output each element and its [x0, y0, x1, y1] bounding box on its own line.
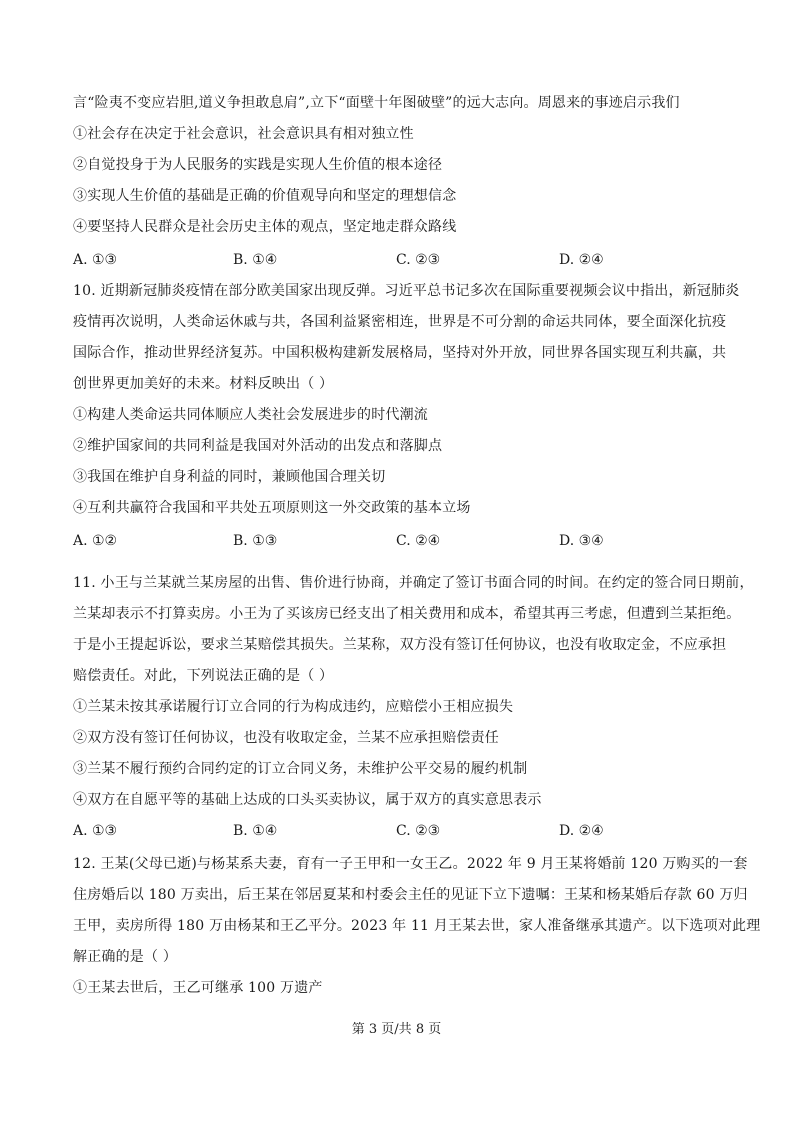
q11-option-d: D. ②④: [559, 823, 604, 839]
q10-option-c: C. ②④: [396, 533, 441, 549]
q12-stem-line-1: 12. 王某(父母已逝)与杨某系夫妻，育有一子王甲和一女王乙。2022 年 9 月王某将婚前 120 万购买的一套: [73, 856, 748, 872]
q9-option-c: C. ②③: [396, 252, 441, 268]
q11-statement-1: ①兰某未按其承诺履行订立合同的行为构成违约，应赔偿小王相应损失: [73, 699, 514, 715]
q9-option-d: D. ②④: [559, 252, 604, 268]
q11-option-c: C. ②③: [396, 823, 441, 839]
q10-stem-line-2: 疫情再次说明，人类命运休戚与共，各国利益紧密相连，世界是不可分割的命运共同体，要全面深化抗疫: [73, 314, 727, 330]
q10-option-d: D. ③④: [559, 533, 604, 549]
q10-option-b: B. ①③: [233, 533, 278, 549]
q12-statement-1: ①王某去世后，王乙可继承 100 万遗产: [73, 980, 323, 996]
q11-option-b: B. ①④: [233, 823, 278, 839]
q10-statement-4: ④互利共赢符合我国和平共处五项原则这一外交政策的基本立场: [73, 500, 471, 516]
q10-stem-line-1: 10. 近期新冠肺炎疫情在部分欧美国家出现反弹。习近平总书记多次在国际重要视频会议中指出，新冠肺炎: [73, 283, 740, 299]
q10-option-a: A. ①②: [73, 533, 118, 549]
q9-option-a: A. ①③: [73, 252, 118, 268]
q10-statement-2: ②维护国家间的共同利益是我国对外活动的出发点和落脚点: [73, 438, 443, 454]
q10-statement-3: ③我国在维护自身利益的同时，兼顾他国合理关切: [73, 469, 386, 485]
q9-statement-3: ③实现人生价值的基础是正确的价值观导向和坚定的理想信念: [73, 188, 457, 204]
q11-stem-line-2: 兰某却表示不打算卖房。小王为了买该房已经支出了相关费用和成本，希望其再三考虑，但遭到兰某拒绝。: [73, 606, 741, 622]
q10-stem-line-3: 国际合作，推动世界经济复苏。中国积极构建新发展格局，坚持对外开放，同世界各国实现互利共赢，共: [73, 345, 727, 361]
q12-stem-line-2: 住房婚后以 180 万卖出，后王某在邻居夏某和村委会主任的见证下立下遗嘱：王某和杨某婚后存款 60 万归: [73, 887, 748, 903]
q11-stem-line-3: 于是小王提起诉讼，要求兰某赔偿其损失。兰某称，双方没有签订任何协议，也没有收取定金，不应承担: [73, 637, 727, 653]
q9-statement-4: ④要坚持人民群众是社会历史主体的观点，坚定地走群众路线: [73, 219, 457, 235]
q11-option-a: A. ①③: [73, 823, 118, 839]
q10-stem-line-4: 创世界更加美好的未来。材料反映出（ ）: [73, 376, 334, 392]
q11-statement-4: ④双方在自愿平等的基础上达成的口头买卖协议，属于双方的真实意思表示: [73, 792, 542, 808]
page-footer: 第 3 页/共 8 页: [351, 1022, 442, 1037]
q10-statement-1: ①构建人类命运共同体顺应人类社会发展进步的时代潮流: [73, 407, 428, 423]
q9-statement-2: ②自觉投身于为人民服务的实践是实现人生价值的根本途径: [73, 157, 443, 173]
q11-statement-2: ②双方没有签订任何协议，也没有收取定金，兰某不应承担赔偿责任: [73, 730, 499, 746]
q11-statement-3: ③兰某不履行预约合同约定的订立合同义务，未维护公平交易的履约机制: [73, 761, 528, 777]
q12-stem-line-3: 王甲，卖房所得 180 万由杨某和王乙平分。2023 年 11 月王某去世，家人准备继承其遗产。以下选项对此理: [73, 918, 761, 934]
q9-statement-1: ①社会存在决定于社会意识，社会意识具有相对独立性: [73, 126, 414, 142]
q9-option-b: B. ①④: [233, 252, 278, 268]
q12-stem-line-4: 解正确的是（ ）: [73, 949, 178, 965]
q11-stem-line-1: 11. 小王与兰某就兰某房屋的出售、售价进行协商，并确定了签订书面合同的时间。在约定的签合同日期前，: [73, 575, 754, 591]
intro-text: 言“险夷不变应岩胆,道义争担敢息肩”,立下“面壁十年图破壁”的远大志向。周恩来的事迹启示我们: [73, 95, 680, 111]
q11-stem-line-4: 赔偿责任。对此，下列说法正确的是（ ）: [73, 668, 334, 684]
